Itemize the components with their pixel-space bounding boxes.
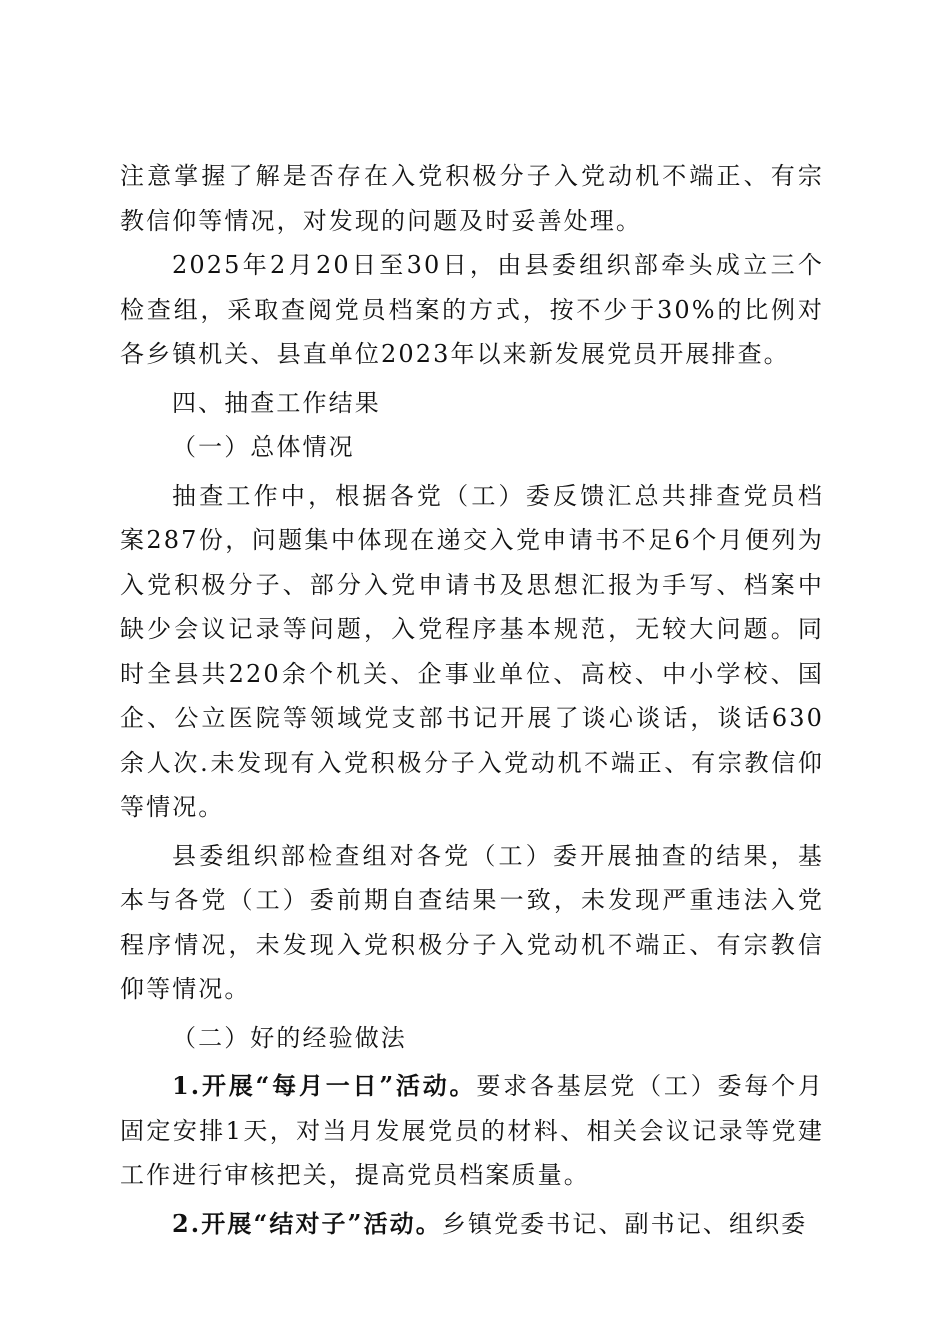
paragraph-overall-findings: 抽查工作中，根据各党（工）委反馈汇总共排查党员档案287份，问题集中体现在递交入党申请书不足6个月便列为入党积极分子、部分入党申请书及思想汇报为手写、档案中缺少会议记录等问题，入党程序基本规范，无较大问题。同时全县共220余个机关、企事业单位、高校、中小学校、国企、公立医院等领域党支部书记开展了谈心谈话，谈话630余人次.未发现有入党积极分子入党动机不端正、有宗教信仰等情况。 xyxy=(120,481,824,821)
paragraph-inspection-schedule: 2025年2月20日至30日，由县委组织部牵头成立三个检查组，采取查阅党员档案的方式，按不少于30%的比例对各乡镇机关、县直单位2023年以来新发展党员开展排查。 xyxy=(120,251,824,368)
list-item-pairing xyxy=(120,1202,824,1247)
paragraph-spot-check-results: 县委组织部检查组对各党（工）委开展抽查的结果，基本与各党（工）委前期自查结果一致，未发现严重违法入党程序情况，未发现入党积极分子入党动机不端正、有宗教信仰等情况。 xyxy=(120,841,824,1003)
list-item-lead: 1.开展“每月一日”活动。 xyxy=(172,1071,477,1100)
subsection-heading-good-practices: （二）好的经验做法 xyxy=(172,1023,407,1052)
list-item-monthly-day xyxy=(120,1064,824,1198)
subsection-heading-overall: （一）总体情况 xyxy=(172,433,355,461)
paragraph-continuation: 注意掌握了解是否存在入党积极分子入党动机不端正、有宗教信仰等情况，对发现的问题及时妥善处理。 xyxy=(120,162,824,235)
list-item-body: 要求各基层党（工）委每个月固定安排1天，对当月发展党员的材料、相关会议记录等党建工作进行审核把关，提高党员档案质量。 xyxy=(120,1072,824,1189)
list-item-lead: 2.开展“结对子”活动。 xyxy=(172,1208,442,1238)
document-body xyxy=(120,154,824,1246)
section-heading-results: 四、抽查工作结果 xyxy=(172,388,381,417)
list-item-body: 乡镇党委书记、副书记、组织委 xyxy=(441,1209,808,1238)
